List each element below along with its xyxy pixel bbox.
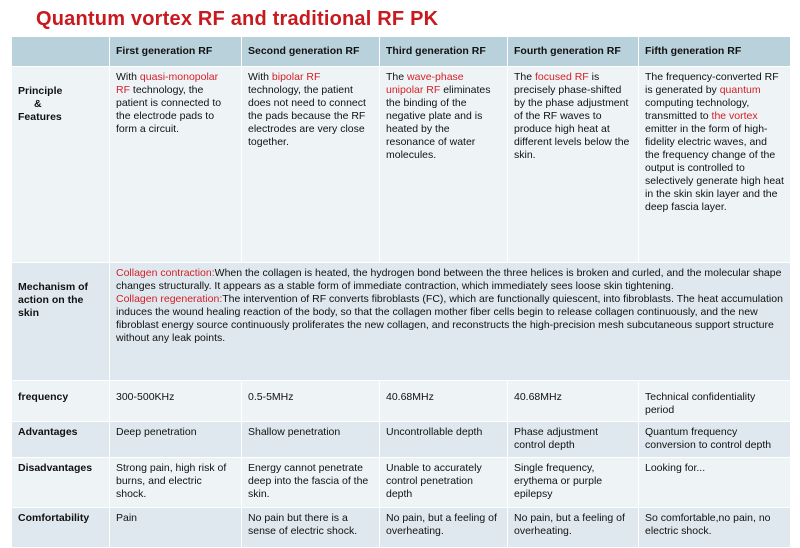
header-gen-1: First generation RF: [110, 37, 242, 67]
table-cell: Pain: [110, 508, 242, 548]
page-title: Quantum vortex RF and traditional RF PK: [36, 8, 439, 30]
row-label: Disadvantages: [12, 458, 110, 508]
comparison-table: [11, 36, 791, 548]
table-cell: Quantum frequency conversion to control depth: [639, 422, 791, 458]
collagen-contraction: Collagen contraction:When the collagen is heated, the hydrogen bond between the three helices is broken and curled, and the molecular shape changes structurally. It appears as a stable form of immediate contraction, which immediately sees loose skin tightening.: [116, 267, 782, 292]
table-cell: Uncontrollable depth: [380, 422, 508, 458]
highlight-term: the vortex: [711, 110, 758, 122]
table-cell: No pain, but a feeling of overheating.: [380, 508, 508, 548]
principle-label-line2: &: [34, 98, 42, 110]
mechanism-row: [12, 263, 791, 381]
highlight-term: bipolar RF: [271, 71, 321, 83]
header-gen-4: Fourth generation RF: [508, 37, 639, 67]
principle-label-line1: Principle: [18, 85, 63, 97]
header-row: [12, 37, 791, 67]
highlight-term: wave-phase unipolar RF: [386, 71, 464, 96]
advantages-row: [12, 422, 791, 458]
principle-label-line3: Features: [18, 111, 62, 123]
row-label: Advantages: [12, 422, 110, 458]
table-cell: Looking for...: [639, 458, 791, 508]
table-cell: Energy cannot penetrate deep into the fascia of the skin.: [242, 458, 380, 508]
table-cell: Unable to accurately control penetration depth: [380, 458, 508, 508]
mechanism-text: [110, 263, 791, 381]
principle-gen-2: With bipolar RF technology, the patient does not need to connect the pads because the RF electrodes are very close together.: [242, 67, 380, 263]
table-cell: Technical confidentiality period: [639, 381, 791, 422]
principle-label: [12, 67, 110, 263]
row-label: Comfortability: [12, 508, 110, 548]
principle-gen-4: The focused RF is precisely phase-shifted by the phase adjustment of the RF waves to produce high heat at different levels below the skin.: [508, 67, 639, 263]
highlight-term: focused RF: [535, 71, 589, 83]
header-gen-5: Fifth generation RF: [639, 37, 791, 67]
principle-gen-1: With quasi-monopolar RF technology, the patient is connected to the electrode pads to form a circuit.: [110, 67, 242, 263]
comfortability-row: [12, 508, 791, 548]
header-corner: [12, 37, 110, 67]
principle-gen-3: The wave-phase unipolar RF eliminates the binding of the negative plate and is heated by the resonance of water molecules.: [380, 67, 508, 263]
table-cell: 300-500KHz: [110, 381, 242, 422]
table-cell: So comfortable,no pain, no electric shock.: [639, 508, 791, 548]
frequency-row: [12, 381, 791, 422]
table-cell: No pain but there is a sense of electric shock.: [242, 508, 380, 548]
table-cell: 40.68MHz: [508, 381, 639, 422]
table-cell: 0.5-5MHz: [242, 381, 380, 422]
highlight-term: quasi-monopolar RF: [116, 71, 219, 96]
table-cell: Strong pain, high risk of burns, and electric shock.: [110, 458, 242, 508]
principle-row: [12, 67, 791, 263]
table-cell: Single frequency, erythema or purple epilepsy: [508, 458, 639, 508]
table-cell: Shallow penetration: [242, 422, 380, 458]
table-cell: 40.68MHz: [380, 381, 508, 422]
disadvantages-row: [12, 458, 791, 508]
header-gen-3: Third generation RF: [380, 37, 508, 67]
highlight-term: quantum: [719, 84, 761, 96]
mechanism-label: Mechanism of action on the skin: [12, 263, 110, 381]
row-label: frequency: [12, 381, 110, 422]
header-gen-2: Second generation RF: [242, 37, 380, 67]
collagen-regeneration: Collagen regeneration:The intervention of RF converts fibroblasts (FC), which are functionally quiescent, into fibroblasts. The heat accumulation induces the wound healing reaction of the body, so that the collagen mother fiber cells begin to release collagen continuously, and the new fibroblast energy source continuously proliferates the new collagen, and reconstructs the high-precision mesh subcutaneous support structure without any leak points.: [116, 293, 783, 344]
principle-gen-5: The frequency-converted RF is generated by quantum computing technology, transmitted to the vortex emitter in the form of high-fidelity electric waves, and the frequency change of the output is controlled to selectively generate high heat in the skin skin layer and the deep fascia layer.: [639, 67, 791, 263]
table-cell: No pain, but a feeling of overheating.: [508, 508, 639, 548]
table-cell: Deep penetration: [110, 422, 242, 458]
table-cell: Phase adjustment control depth: [508, 422, 639, 458]
